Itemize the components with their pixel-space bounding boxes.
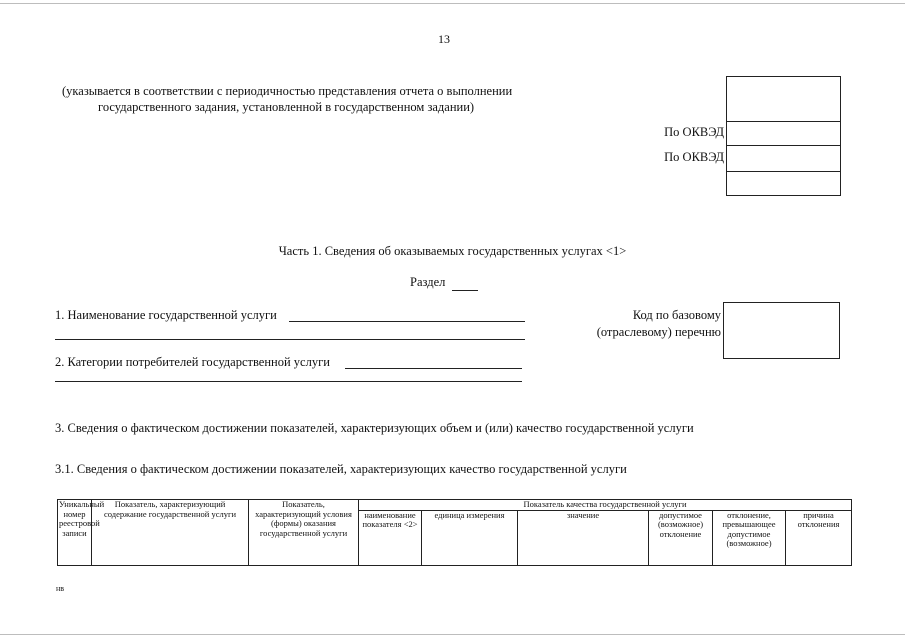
header-allowed-deviation: допустимое (возможное) отклонение xyxy=(649,510,713,565)
header-value: значение xyxy=(518,510,649,565)
footer-mark: нв xyxy=(56,584,65,593)
part-title: Часть 1. Сведения об оказываемых государственных услугах <1> xyxy=(278,244,627,258)
periodicity-note-line1: (указывается в соответствии с периодичностью представления отчета о выполнении xyxy=(62,84,513,98)
section-3-1-heading: 3.1. Сведения о фактическом достижении показателей, характеризующих качество государственной услуги xyxy=(55,462,627,476)
okved-code-box xyxy=(726,76,841,196)
okved-code-cell-2[interactable] xyxy=(727,145,840,146)
header-reason: причина отклонения xyxy=(786,510,852,565)
service-name-field[interactable] xyxy=(289,321,525,322)
header-conditions-indicator: Показатель, характеризующий условия (формы) оказания государственной услуги xyxy=(249,500,359,566)
base-list-code-label: Код по базовому (отраслевому) перечню xyxy=(596,308,721,339)
okved-code-cell-1[interactable] xyxy=(727,121,840,122)
section-line xyxy=(410,275,478,291)
quality-indicators-table xyxy=(57,499,852,566)
header-unit: единица измерения xyxy=(422,510,518,565)
section-number-blank[interactable] xyxy=(452,275,478,291)
top-scan-edge xyxy=(0,3,905,4)
bottom-scan-edge xyxy=(0,634,905,635)
service-name-field-line2[interactable] xyxy=(55,339,525,340)
header-indicator-name: наименование показателя <2> xyxy=(359,510,422,565)
section-label: Раздел xyxy=(410,275,446,289)
header-content-indicator: Показатель, характеризующий содержание государственной услуги xyxy=(92,500,249,566)
base-list-code-box[interactable] xyxy=(723,302,840,359)
consumer-category-label: 2. Категории потребителей государственной услуги xyxy=(55,355,330,369)
header-quality-indicator-group: Показатель качества государственной услуги xyxy=(359,500,852,511)
okved-label-1: По ОКВЭД xyxy=(664,125,724,139)
header-unique-number: Уникальный номер реестровой записи xyxy=(58,500,92,566)
service-name-label: 1. Наименование государственной услуги xyxy=(55,308,277,322)
okved-label-2: По ОКВЭД xyxy=(664,150,724,164)
periodicity-note xyxy=(62,83,512,115)
header-excess-deviation: отклонение, превышающее допустимое (возможное) xyxy=(713,510,786,565)
consumer-category-field-line2[interactable] xyxy=(55,381,522,382)
consumer-category-field[interactable] xyxy=(345,368,522,369)
periodicity-note-line2: государственного задания, установленной в государственном задании) xyxy=(98,100,475,114)
section-3-heading: 3. Сведения о фактическом достижении показателей, характеризующих объем и (или) качество государственной услуги xyxy=(55,421,694,435)
okved-code-cell-3[interactable] xyxy=(727,171,840,172)
page-number: 13 xyxy=(438,32,450,46)
